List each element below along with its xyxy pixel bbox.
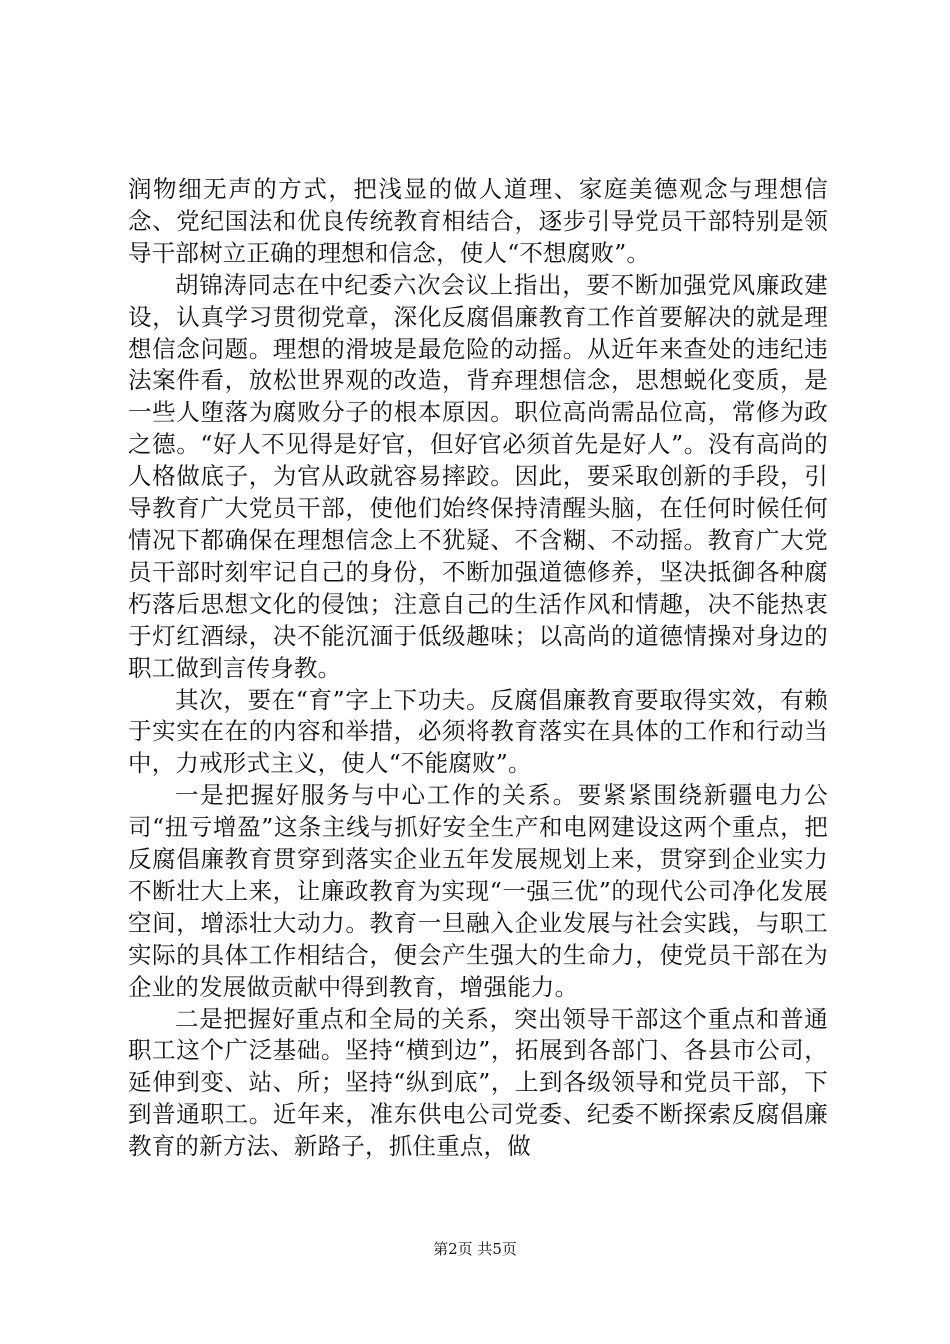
paragraph-key-and-overall: 二是把握好重点和全局的关系，突出领导干部这个重点和普通职工这个广泛基础。坚持“横到边”，拓展到各部门、各县市公司，延伸到变、站、所；坚持“纵到底”，上到各级领导和党员干部，下到普通职工。近年来，准东供电公司党委、纪委不断探索反腐倡廉教育的新方法、新路子，抓住重点，做 [128, 1004, 828, 1161]
paragraph-ideals-and-beliefs: 胡锦涛同志在中纪委六次会议上指出，要不断加强党风廉政建设，认真学习贯彻党章，深化反腐倡廉教育工作首要解决的就是理想信念问题。理想的滑坡是最危险的动摇。从近年来查处的违纪违法案件看，放松世界观的改造，背弃理想信念，思想蜕化变质，是一些人堕落为腐败分子的根本原因。职位高尚需品位高，常修为政之德。“好人不见得是好官，但好官必须首先是好人”。没有高尚的人格做底子，为官从政就容易摔跤。因此，要采取创新的手段，引导教育广大党员干部，使他们始终保持清醒头脑，在任何时候任何情况下都确保在理想信念上不犹疑、不含糊、不动摇。教育广大党员干部时刻牢记自己的身份，不断加强道德修养，坚决抵御各种腐朽落后思想文化的侵蚀；注意自己的生活作风和情趣，决不能热衷于灯红酒绿，决不能沉湎于低级趣味；以高尚的道德情操对身边的职工做到言传身教。 [128, 270, 828, 682]
page-number-footer: 第2页 共5页 [433, 1240, 517, 1258]
document-body [128, 174, 828, 1163]
paragraph-continued: 润物细无声的方式，把浅显的做人道理、家庭美德观念与理想信念、党纪国法和优良传统教育相结合，逐步引导党员干部特别是领导干部树立正确的理想和信念，使人“不想腐败”。 [128, 175, 828, 267]
paragraph-service-and-central-work: 一是把握好服务与中心工作的关系。要紧紧围绕新疆电力公司“扭亏增盈”这条主线与抓好安全生产和电网建设这两个重点，把反腐倡廉教育贯穿到落实企业五年发展规划上来，贯穿到企业实力不断壮大上来，让廉政教育为实现“一强三优”的现代公司净化发展空间，增添壮大动力。教育一旦融入企业发展与社会实践，与职工实际的具体工作相结合，便会产生强大的生命力，使党员干部在为企业的发展做贡献中得到教育，增强能力。 [128, 781, 828, 1001]
paragraph-education-effort: 其次，要在“育”字上下功夫。反腐倡廉教育要取得实效，有赖于实实在在的内容和举措，必须将教育落实在具体的工作和行动当中，力戒形式主义，使人“不能腐败”。 [128, 685, 828, 778]
